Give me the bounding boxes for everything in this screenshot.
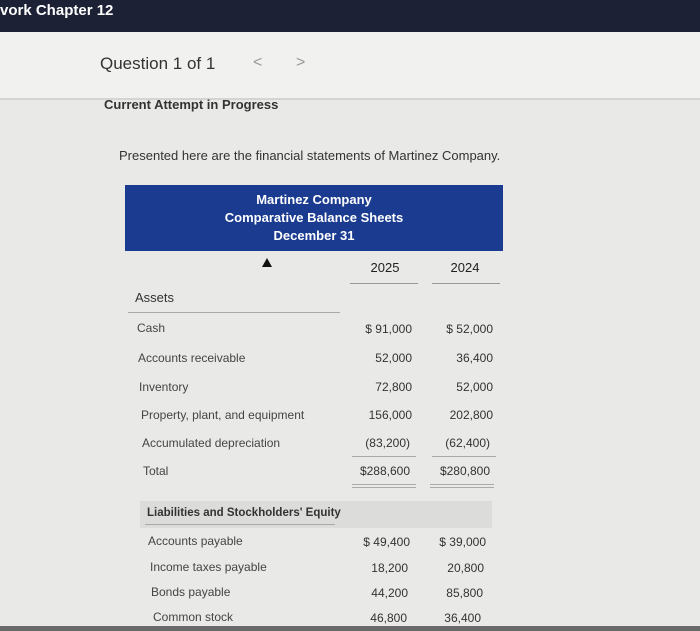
bottom-edge: [0, 626, 700, 631]
asset-inventory-2024: 52,000: [456, 380, 493, 394]
assets-underline: [128, 312, 340, 313]
total-double-line-2024-b: [430, 487, 494, 488]
liab-bonds-2025: 44,200: [371, 586, 408, 600]
liab-income-taxes-2024: 20,800: [447, 561, 484, 575]
asset-receivable-2025: 52,000: [375, 351, 412, 365]
asset-label-total: Total: [143, 464, 169, 478]
liab-income-taxes-2025: 18,200: [371, 561, 408, 575]
year-2024-header: 2024: [450, 260, 480, 275]
liab-label-bonds: Bonds payable: [151, 585, 231, 599]
mouse-cursor-icon: [262, 258, 272, 267]
total-double-line-2024-a: [430, 484, 494, 485]
question-header: [0, 32, 700, 100]
company-name: Martinez Company: [256, 192, 372, 207]
question-intro: Presented here are the financial statements of Martinez Company.: [119, 148, 501, 163]
asset-label-receivable: Accounts receivable: [138, 351, 246, 365]
liab-bonds-2024: 85,800: [446, 586, 483, 600]
asset-cash-2024: $ 52,000: [446, 322, 493, 336]
total-double-line-2025-a: [352, 484, 416, 485]
assets-heading: Assets: [135, 290, 175, 305]
asset-inventory-2025: 72,800: [375, 380, 412, 394]
asset-label-ppe: Property, plant, and equipment: [141, 408, 305, 422]
subtotal-line-2024: [432, 456, 496, 457]
liab-common-stock-2024: 36,400: [444, 611, 481, 625]
liabilities-heading: Liabilities and Stockholders' Equity: [147, 507, 341, 519]
top-bar: [0, 0, 700, 32]
asset-label-inventory: Inventory: [139, 380, 189, 394]
liab-accounts-payable-2025: $ 49,400: [363, 535, 410, 549]
liab-label-common-stock: Common stock: [153, 610, 234, 624]
asset-accum-dep-2025: (83,200): [365, 436, 410, 450]
asset-accum-dep-2024: (62,400): [445, 436, 490, 450]
subtotal-line-2025: [352, 456, 416, 457]
total-double-line-2025-b: [352, 487, 416, 488]
chapter-title: vork Chapter 12: [0, 2, 114, 19]
asset-total-2024: $280,800: [439, 464, 490, 478]
statement-date: December 31: [273, 228, 355, 243]
statement-title: Comparative Balance Sheets: [224, 210, 404, 225]
asset-total-2025: $288,600: [359, 464, 410, 478]
next-question-button[interactable]: >: [296, 54, 306, 71]
liabilities-underline: [145, 524, 335, 525]
asset-label-cash: Cash: [137, 321, 166, 335]
liab-label-income-taxes: Income taxes payable: [150, 560, 267, 574]
liab-label-accounts-payable: Accounts payable: [148, 534, 243, 548]
asset-receivable-2024: 36,400: [456, 351, 493, 365]
asset-label-accum-dep: Accumulated depreciation: [142, 436, 281, 450]
year-2025-header: 2025: [370, 260, 400, 275]
liab-accounts-payable-2024: $ 39,000: [439, 535, 486, 549]
asset-cash-2025: $ 91,000: [365, 322, 412, 336]
statement-header: [125, 185, 503, 251]
attempt-status: Current Attempt in Progress: [104, 97, 279, 112]
question-counter: Question 1 of 1: [100, 54, 216, 73]
liab-common-stock-2025: 46,800: [370, 611, 407, 625]
asset-ppe-2025: 156,000: [368, 408, 412, 422]
prev-question-button[interactable]: <: [253, 54, 263, 71]
asset-ppe-2024: 202,800: [449, 408, 493, 422]
year-2024-underline: [432, 283, 500, 284]
year-2025-underline: [350, 283, 418, 284]
